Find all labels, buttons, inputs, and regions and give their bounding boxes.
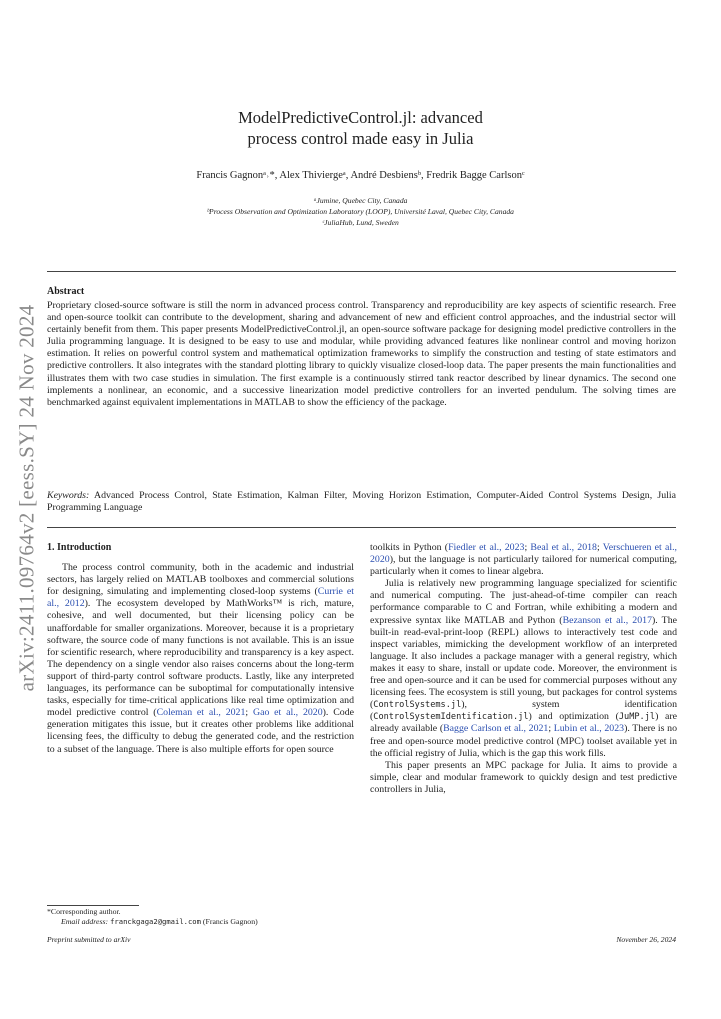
citation-link[interactable]: Lubin et al., 2023 [553,723,625,735]
footer-date: November 26, 2024 [616,935,676,944]
email-address[interactable]: franckgaga2@gmail.com [110,917,201,926]
footnote-corresponding-author: *Corresponding author. [47,907,121,916]
footnote [47,907,367,927]
affiliation-a: ᵃJumine, Quebec City, Canada [313,196,408,205]
citation-link[interactable]: Coleman et al., 2021 [156,707,246,719]
citation-link[interactable]: Beal et al., 2018 [530,542,597,553]
keywords-label: Keywords: [47,490,90,501]
abstract-heading: Abstract [47,286,85,297]
affiliation-b: ᵇProcess Observation and Optimization Laboratory (LOOP), Université Laval, Quebec City, Canada [207,207,514,216]
package-name: ControlSystemIdentification.jl [373,712,529,723]
section-heading-introduction: 1. Introduction [47,542,112,553]
paper-title-line-2: process control made easy in Julia [247,129,474,148]
arxiv-identifier-text: arXiv:2411.09764v2 [eess.SY] 24 Nov 2024 [14,304,39,691]
arxiv-identifier-stamp [14,305,40,690]
citation-link[interactable]: Verschueren et al., 2020 [370,542,677,566]
author-list: Francis Gagnonᵃ˒*, Alex Thiviergeᵃ, André Desbiensᵇ, Fredrik Bagge Carlsonᶜ [196,170,525,181]
keywords [47,490,676,514]
citation-link[interactable]: Bagge Carlson et al., 2021 [443,723,549,735]
footnote-email-line: Email address: franckgaga2@gmail.com (Francis Gagnon) [61,917,258,926]
left-column [47,542,354,756]
keywords-text: Advanced Process Control, State Estimation, Kalman Filter, Moving Horizon Estimation, Computer-Aided Control Systems Design, Julia Programming Language [47,490,676,514]
intro-paragraph-1-continued: toolkits in Python (Fiedler et al., 2023; Beal et al., 2018; Verschueren et al., 2020), but the language is not particularly tailored for numerical computing, particularly when it comes to linear algebra. [370,542,677,578]
package-name: JuMP.jl [618,712,656,723]
package-name: ControlSystems.jl [373,700,462,711]
citation-link[interactable]: Bezanson et al., 2017 [562,614,652,626]
paper-title-line-1: ModelPredictiveControl.jl: advanced [238,108,483,127]
affiliation-c: ᶜJuliaHub, Lund, Sweden [322,218,399,227]
intro-paragraph-3: This paper presents an MPC package for Julia. It aims to provide a simple, clear and modular framework to quickly design and test predictive controllers in Julia, [370,759,677,795]
citation-link[interactable]: Gao et al., 2020 [252,707,323,719]
citation-link[interactable]: Currie et al., 2012 [47,586,354,610]
footer-preprint-note: Preprint submitted to arXiv [47,935,131,944]
citation-link[interactable]: Fiedler et al., 2023 [448,542,525,553]
footnote-rule [47,905,139,906]
abstract-top-rule [47,271,676,272]
right-column [370,542,677,796]
abstract-bottom-rule [47,527,676,528]
intro-paragraph-2: Julia is relatively new programming language specialized for scientific and numerical computing. The just-ahead-of-time compiler can reach performance comparable to C and Fortran, while exhibiting a modern and expressive syntax like MATLAB and Python (Bezanson et al., 2017). The built-in read-eval-print-loop (REPL) allows to interactively test code and inspect variables, mimicking the development workflow of an interpreted language. It also includes a package manager with a general registry, which makes it easy to share, install or update code. Moreover, the environment is free and open-source and it can be used for commercial purposes without any licensing fees. The ecosystem is still young, but packages for control systems (ControlSystems.jl), system identification (ControlSystemIdentification.jl) and optimization (JuMP.jl) are already available (Bagge Carlson et al., 2021; Lubin et al., 2023). There is no free and open-source model predictive control (MPC) toolset available yet in the official registry of Julia, which is the gap this work fills. [370,578,677,759]
intro-paragraph-1: The process control community, both in the academic and industrial sectors, has largely relied on MATLAB toolboxes and commercial solutions for designing, simulating and implementing closed-loop systems (Currie et al., 2012). The ecosystem developed by MathWorks™ is rich, mature, cohesive, and well documented, but their licensing policy can be unaffordable for smaller organizations. Moreover, because it is a proprietary software, the source code of many functions is not available. This is an issue for scientific research, where reproducibility and transparency is a key aspect. The dependency on a single vendor also raises concerns about the long-term support of third-party control software products. Lastly, like any interpreted languages, its performance can be suboptimal for computationally intensive tasks, especially for time-critical applications like real time optimization and model predictive control (Coleman et al., 2021; Gao et al., 2020). Code generation mitigates this issue, but it creates other problems like additional licensing fees, the difficulty to debug the generated code, and the restriction to a subset of the language. There is also multiple efforts for open source [47,562,354,755]
abstract-body: Proprietary closed-source software is still the norm in advanced process control. Transparency and reproducibility are key aspects of scientific research. Free and open-source toolkit can contribute to the development, sharing and advancement of new and efficient control approaches, and the industrial sector will certainly benefit from them. This paper presents ModelPredictiveControl.jl, an open-source software package for designing model predictive controllers in the Julia programming language. It is designed to be easy to use and modular, while providing advanced features like nonlinear control and moving horizon estimation. It relies on powerful control system and mathematical optimization frameworks to simplify the construction and testing of state estimators and predictive controllers. It also integrates with the standard plotting library to quickly visualize closed-loop data. The paper presents the main functionalities and illustrates them with two case studies in simulation. The first example is a continuously stirred tank reactor described by linear dynamics. The second one implements a nonlinear, an economic, and a successive linearization model predictive controllers for an inverted pendulum. The solving times are benchmarked against equivalent implementations in MATLAB to show the efficiency of the package. [47,300,676,408]
